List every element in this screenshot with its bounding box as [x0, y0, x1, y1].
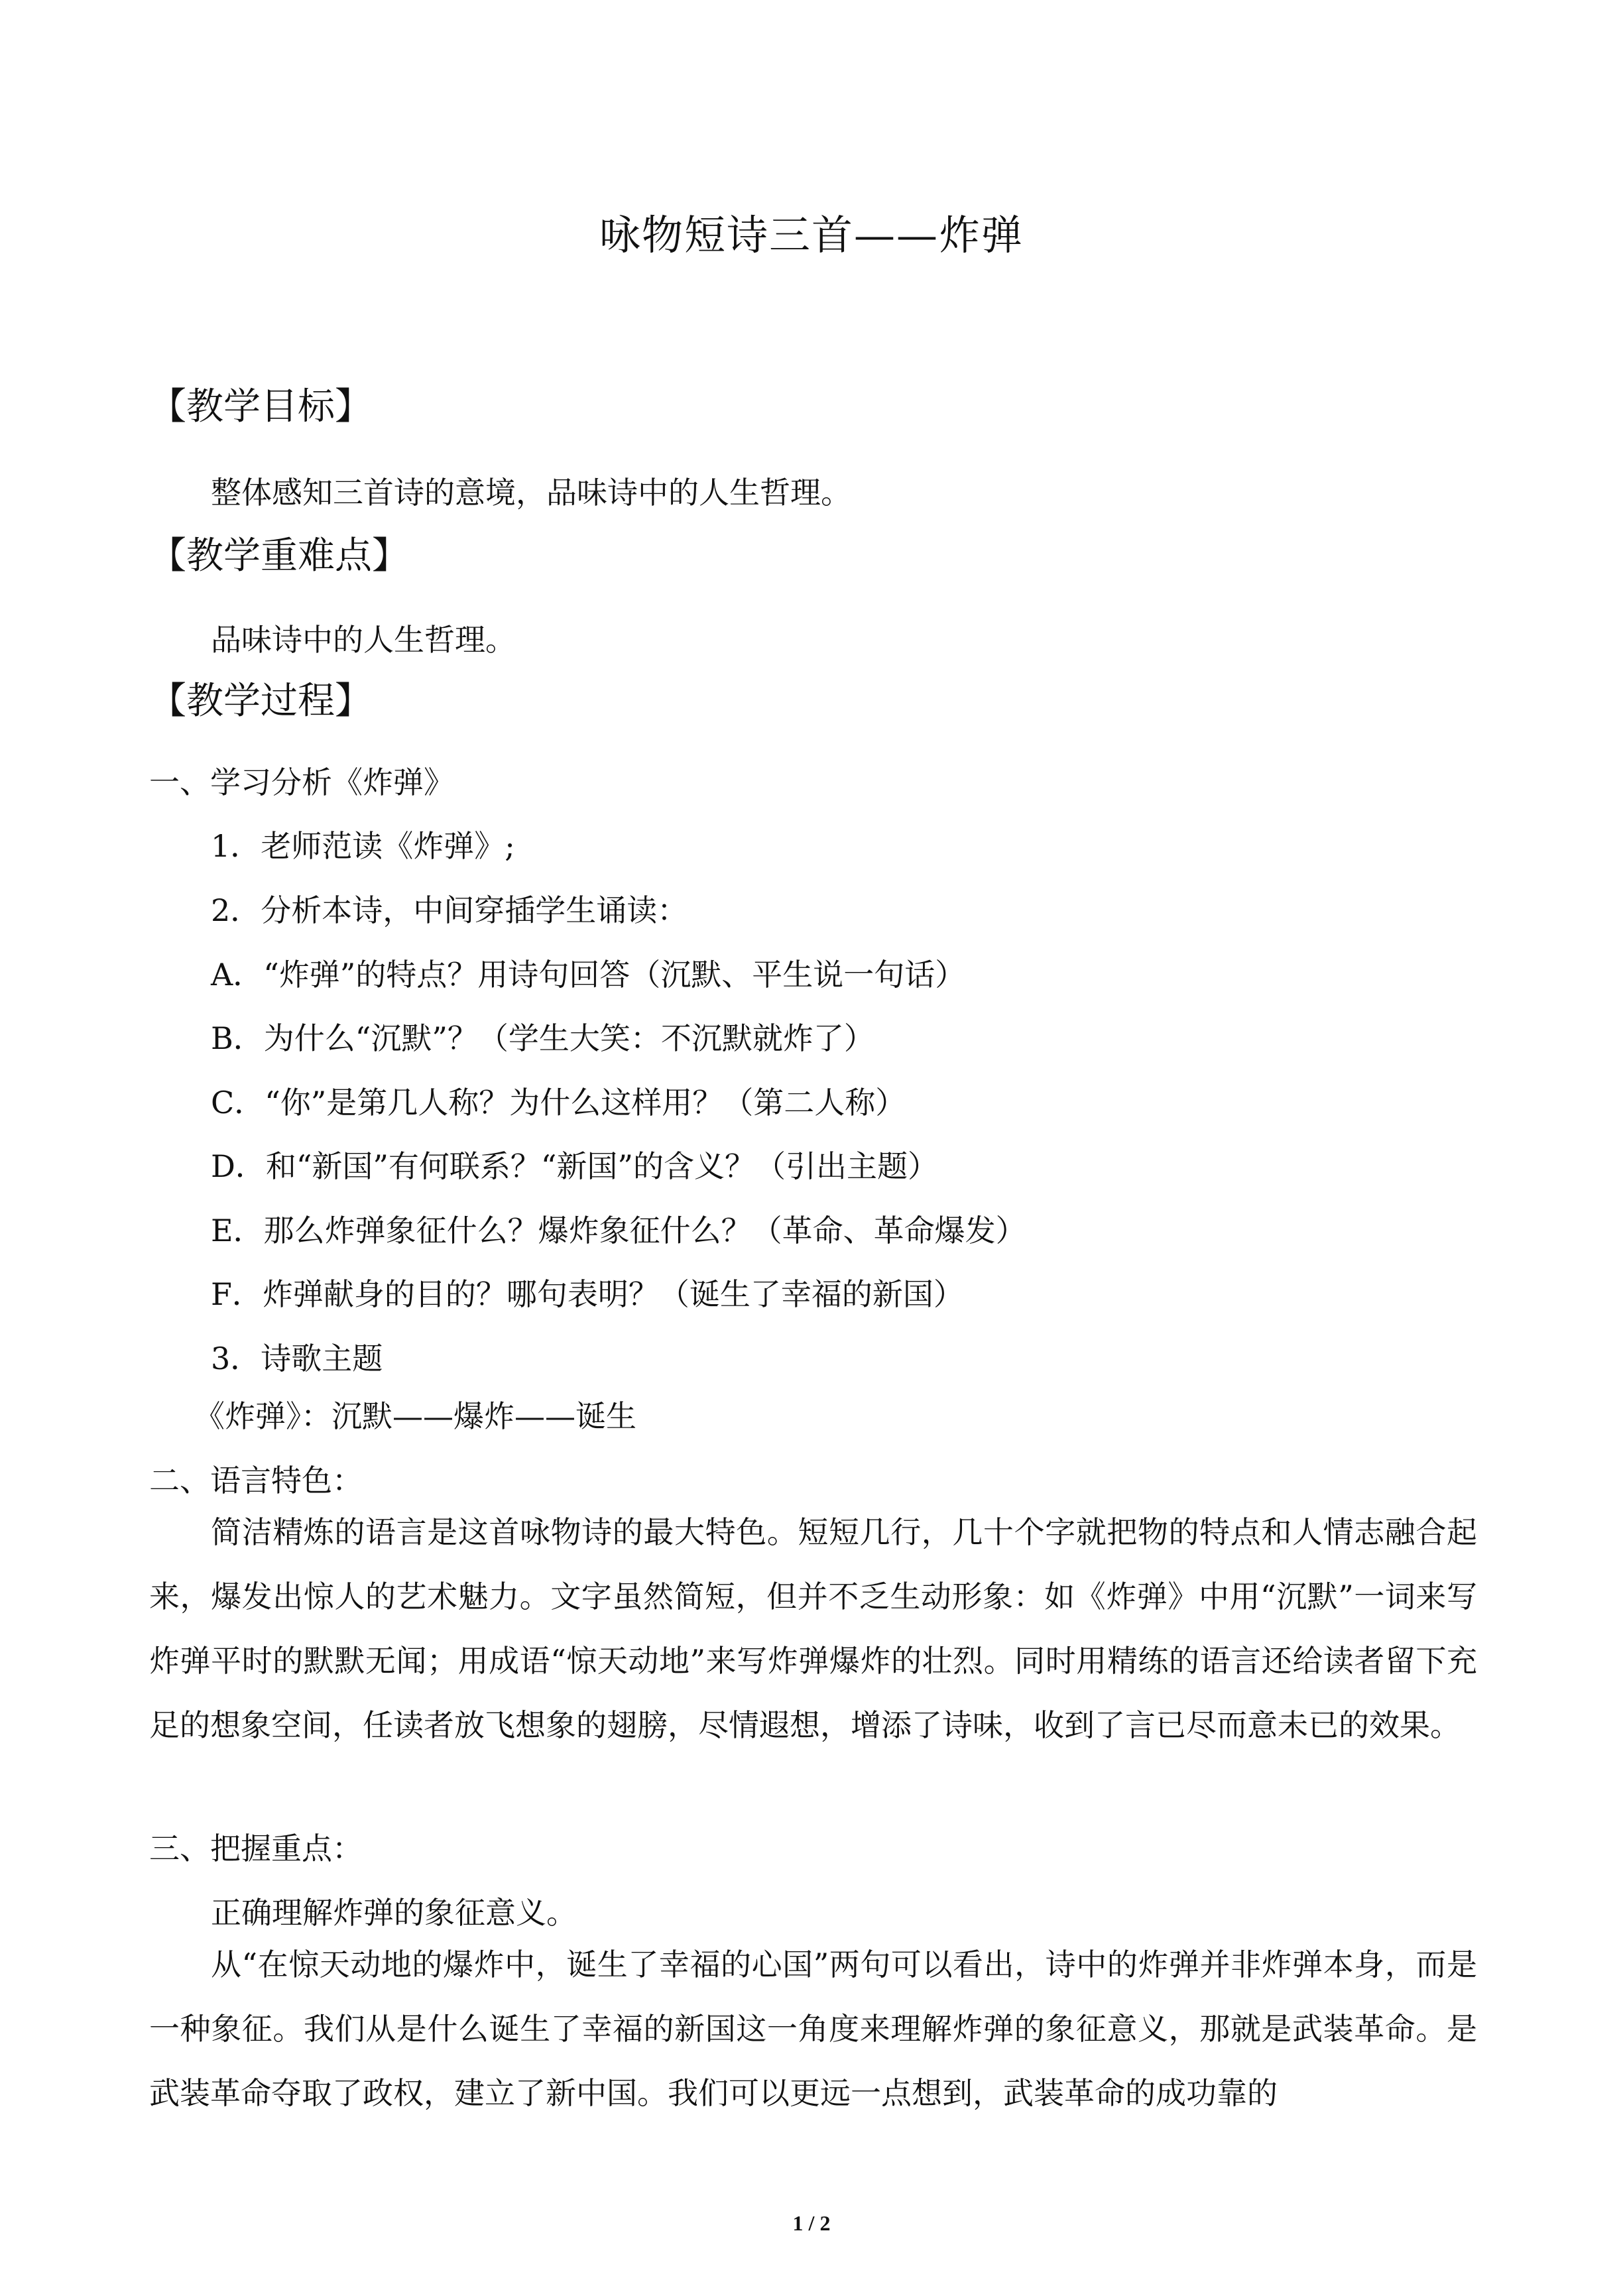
section2-paragraph-text: 简洁精炼的语言是这首咏物诗的最大特色。短短几行，几十个字就把物的特点和人情志融合起来，爆发出惊人的艺术魅力。文字虽然简短，但并不乏生动形象：如《炸弹》中用“沉默”一词来写炸弹平时的默默无闻；用成语“惊天动地”来写炸弹爆炸的壮烈。同时用精练的语言还给读者留下充足的想象空间，任读者放飞想象的翅膀，尽情遐想，增添了诗味，收到了言已尽而意未已的效果。 — [149, 1514, 1477, 1743]
list-item: 2．分析本诗，中间穿插学生诵读： — [211, 892, 688, 928]
list-item: C．“你”是第几人称？为什么这样用？（第二人称） — [211, 1085, 906, 1120]
goals-text: 整体感知三首诗的意境，品味诗中的人生哲理。 — [211, 475, 851, 511]
heading-key-points: 【教学重难点】 — [149, 534, 409, 577]
section3-line1: 正确理解炸弹的象征意义。 — [211, 1895, 577, 1931]
heading-teaching-goals: 【教学目标】 — [149, 385, 372, 428]
section3-paragraph — [149, 1933, 1477, 2126]
list-item: E．那么炸弹象征什么？爆炸象征什么？（革命、革命爆发） — [211, 1213, 1026, 1248]
list-item: B．为什么“沉默”？（学生大笑：不沉默就炸了） — [211, 1020, 874, 1056]
section3-title: 三、把握重点： — [149, 1831, 363, 1866]
page-number: 1 / 2 — [792, 2211, 831, 2235]
list-item: A．“炸弹”的特点？用诗句回答（沉默、平生说一句话） — [211, 957, 966, 993]
key-points-text: 品味诗中的人生哲理。 — [211, 622, 516, 658]
theme-line: 《炸弹》：沉默——爆炸——诞生 — [194, 1398, 636, 1434]
list-item: F．炸弹献身的目的？哪句表明？（诞生了幸福的新国） — [211, 1276, 964, 1312]
section3-paragraph-text: 从“在惊天动地的爆炸中，诞生了幸福的心国”两句可以看出，诗中的炸弹并非炸弹本身，而是一种象征。我们从是什么诞生了幸福的新国这一角度来理解炸弹的象征意义，那就是武装革命。是武装革命夺取了政权，建立了新中国。我们可以更远一点想到，武装革命的成功靠的 — [149, 1947, 1477, 2111]
heading-teaching-process: 【教学过程】 — [149, 680, 372, 723]
section2-paragraph — [149, 1500, 1477, 1758]
list-item: 3．诗歌主题 — [211, 1341, 383, 1376]
section2-title: 二、语言特色： — [149, 1463, 363, 1498]
section1-title: 一、学习分析《炸弹》 — [149, 764, 454, 800]
list-item: D．和“新国”有何联系？“新国”的含义？（引出主题） — [211, 1148, 938, 1184]
list-item: 1．老师范读《炸弹》; — [211, 828, 515, 864]
page-title: 咏物短诗三首——炸弹 — [599, 211, 1024, 259]
